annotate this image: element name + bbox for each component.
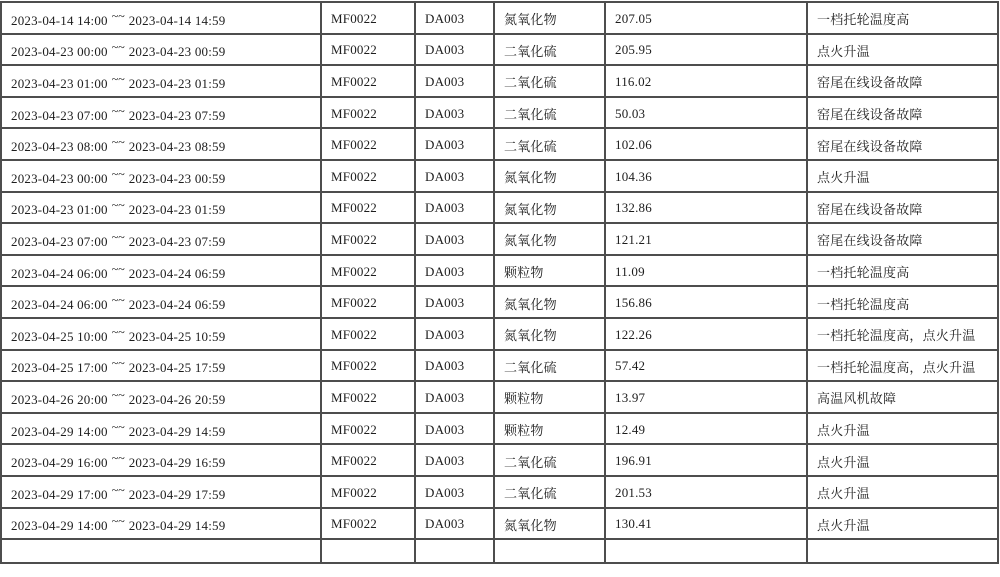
monitor-point-code-cell: MF0022 — [321, 255, 415, 287]
monitor-point-code-cell: MF0022 — [321, 160, 415, 192]
time-range-start: 2023-04-23 01:00 — [11, 75, 108, 91]
outlet-code-cell: DA003 — [415, 65, 494, 97]
time-range-start: 2023-04-29 14:00 — [11, 518, 108, 534]
time-range-cell — [1, 255, 321, 287]
time-range-start: 2023-04-29 14:00 — [11, 423, 108, 439]
time-range-start: 2023-04-29 17:00 — [11, 486, 108, 502]
tilde-separator: ~~ — [111, 40, 125, 55]
monitor-point-code-cell: MF0022 — [321, 2, 415, 34]
time-range-start: 2023-04-25 17:00 — [11, 360, 108, 376]
time-range-cell — [1, 65, 321, 97]
exception-reason-cell: 一档托轮温度高，点火升温 — [807, 350, 998, 382]
time-range-start: 2023-04-23 00:00 — [11, 170, 108, 186]
tilde-separator: ~~ — [111, 198, 125, 213]
time-range-cell — [1, 381, 321, 413]
concentration-value-cell: 50.03 — [605, 97, 807, 129]
concentration-value-cell: 132.86 — [605, 192, 807, 224]
outlet-code-cell: DA003 — [415, 192, 494, 224]
tilde-separator: ~~ — [111, 135, 125, 150]
time-range-end: 2023-04-23 00:59 — [128, 44, 226, 60]
time-range-start: 2023-04-23 08:00 — [11, 139, 108, 155]
table-row — [1, 508, 998, 540]
time-range-cell — [1, 318, 321, 350]
table-row — [1, 318, 998, 350]
pollutant-name-cell: 氮氧化物 — [494, 508, 605, 540]
time-range-cell — [1, 223, 321, 255]
table-row — [1, 65, 998, 97]
tilde-separator: ~~ — [111, 8, 125, 23]
outlet-code-cell: DA003 — [415, 34, 494, 66]
table-row — [1, 286, 998, 318]
tilde-separator: ~~ — [111, 71, 125, 86]
time-range-start: 2023-04-26 20:00 — [11, 391, 108, 407]
time-range-cell — [1, 34, 321, 66]
concentration-value-cell: 121.21 — [605, 223, 807, 255]
outlet-code-cell: DA003 — [415, 508, 494, 540]
outlet-code-cell: DA003 — [415, 286, 494, 318]
exception-reason-cell: 一档托轮温度高 — [807, 255, 998, 287]
monitor-point-code-cell: MF0022 — [321, 192, 415, 224]
time-range-end: 2023-04-25 17:59 — [128, 360, 226, 376]
tilde-separator: ~~ — [111, 261, 125, 276]
concentration-value-cell: 116.02 — [605, 65, 807, 97]
tilde-separator: ~~ — [111, 482, 125, 497]
monitor-point-code-cell: MF0022 — [321, 223, 415, 255]
time-range-end: 2023-04-23 01:59 — [128, 75, 226, 91]
outlet-code-cell: DA003 — [415, 381, 494, 413]
tilde-separator: ~~ — [111, 103, 125, 118]
pollutant-name-cell: 颗粒物 — [494, 255, 605, 287]
time-range-start: 2023-04-24 06:00 — [11, 265, 108, 281]
concentration-value-cell: 57.42 — [605, 350, 807, 382]
table-row — [1, 128, 998, 160]
time-range-end: 2023-04-29 16:59 — [128, 455, 226, 471]
tilde-separator: ~~ — [111, 419, 125, 434]
monitor-point-code-cell: MF0022 — [321, 65, 415, 97]
time-range-end: 2023-04-14 14:59 — [128, 12, 226, 28]
concentration-value-cell: 205.95 — [605, 34, 807, 66]
outlet-code-cell: DA003 — [415, 444, 494, 476]
monitor-point-code-cell: MF0022 — [321, 286, 415, 318]
monitor-point-code-cell: MF0022 — [321, 318, 415, 350]
monitor-point-code-cell: MF0022 — [321, 350, 415, 382]
exception-reason-cell: 点火升温 — [807, 476, 998, 508]
table-body — [1, 2, 998, 563]
concentration-value-cell — [605, 539, 807, 563]
pollutant-name-cell: 二氧化硫 — [494, 97, 605, 129]
concentration-value-cell: 130.41 — [605, 508, 807, 540]
table-row — [1, 413, 998, 445]
pollutant-name-cell: 氮氧化物 — [494, 286, 605, 318]
tilde-separator: ~~ — [111, 229, 125, 244]
time-range-cell — [1, 508, 321, 540]
outlet-code-cell — [415, 539, 494, 563]
pollutant-name-cell: 氮氧化物 — [494, 318, 605, 350]
exception-reason-cell: 点火升温 — [807, 413, 998, 445]
outlet-code-cell: DA003 — [415, 160, 494, 192]
exception-reason-cell: 点火升温 — [807, 444, 998, 476]
exception-reason-cell: 一档托轮温度高 — [807, 2, 998, 34]
outlet-code-cell: DA003 — [415, 413, 494, 445]
exceedance-record-table — [0, 1, 999, 564]
time-range-end: 2023-04-24 06:59 — [128, 297, 226, 313]
time-range-start: 2023-04-24 06:00 — [11, 297, 108, 313]
time-range-end: 2023-04-23 01:59 — [128, 202, 226, 218]
time-range-end: 2023-04-23 08:59 — [128, 139, 226, 155]
outlet-code-cell: DA003 — [415, 223, 494, 255]
time-range-cell — [1, 413, 321, 445]
table-row — [1, 2, 998, 34]
monitor-point-code-cell — [321, 539, 415, 563]
table-row — [1, 255, 998, 287]
monitor-point-code-cell: MF0022 — [321, 444, 415, 476]
time-range-cell — [1, 97, 321, 129]
concentration-value-cell: 201.53 — [605, 476, 807, 508]
pollutant-name-cell — [494, 539, 605, 563]
time-range-start: 2023-04-23 07:00 — [11, 233, 108, 249]
monitor-point-code-cell: MF0022 — [321, 97, 415, 129]
table-row — [1, 350, 998, 382]
time-range-cell — [1, 128, 321, 160]
time-range-start: 2023-04-29 16:00 — [11, 455, 108, 471]
tilde-separator: ~~ — [111, 451, 125, 466]
time-range-start: 2023-04-23 00:00 — [11, 44, 108, 60]
outlet-code-cell: DA003 — [415, 255, 494, 287]
outlet-code-cell: DA003 — [415, 128, 494, 160]
concentration-value-cell: 156.86 — [605, 286, 807, 318]
exception-reason-cell: 窑尾在线设备故障 — [807, 192, 998, 224]
time-range-end: 2023-04-29 17:59 — [128, 486, 226, 502]
tilde-separator: ~~ — [111, 387, 125, 402]
time-range-end: 2023-04-29 14:59 — [128, 518, 226, 534]
pollutant-name-cell: 二氧化硫 — [494, 476, 605, 508]
outlet-code-cell: DA003 — [415, 2, 494, 34]
outlet-code-cell: DA003 — [415, 476, 494, 508]
exception-reason-cell: 高温风机故障 — [807, 381, 998, 413]
time-range-cell — [1, 160, 321, 192]
monitor-point-code-cell: MF0022 — [321, 34, 415, 66]
concentration-value-cell: 122.26 — [605, 318, 807, 350]
tilde-separator: ~~ — [111, 293, 125, 308]
table-row — [1, 34, 998, 66]
time-range-end: 2023-04-29 14:59 — [128, 423, 226, 439]
time-range-cell — [1, 286, 321, 318]
pollutant-name-cell: 颗粒物 — [494, 381, 605, 413]
time-range-cell — [1, 2, 321, 34]
table-row — [1, 97, 998, 129]
exception-reason-cell: 点火升温 — [807, 160, 998, 192]
time-range-start: 2023-04-23 01:00 — [11, 202, 108, 218]
pollutant-name-cell: 氮氧化物 — [494, 223, 605, 255]
time-range-cell — [1, 192, 321, 224]
exception-reason-cell: 窑尾在线设备故障 — [807, 65, 998, 97]
tilde-separator: ~~ — [111, 324, 125, 339]
pollutant-name-cell: 二氧化硫 — [494, 34, 605, 66]
pollutant-name-cell: 氮氧化物 — [494, 160, 605, 192]
table-row — [1, 539, 998, 563]
tilde-separator: ~~ — [111, 166, 125, 181]
time-range-end: 2023-04-24 06:59 — [128, 265, 226, 281]
outlet-code-cell: DA003 — [415, 350, 494, 382]
concentration-value-cell: 11.09 — [605, 255, 807, 287]
exception-reason-cell: 窑尾在线设备故障 — [807, 223, 998, 255]
table-row — [1, 223, 998, 255]
time-range-start: 2023-04-14 14:00 — [11, 12, 108, 28]
pollutant-name-cell: 颗粒物 — [494, 413, 605, 445]
time-range-cell — [1, 539, 321, 563]
table-row — [1, 444, 998, 476]
outlet-code-cell: DA003 — [415, 97, 494, 129]
time-range-end: 2023-04-26 20:59 — [128, 391, 226, 407]
exception-reason-cell: 一档托轮温度高，点火升温 — [807, 318, 998, 350]
time-range-cell — [1, 444, 321, 476]
pollutant-name-cell: 二氧化硫 — [494, 65, 605, 97]
tilde-separator: ~~ — [111, 356, 125, 371]
monitor-point-code-cell: MF0022 — [321, 381, 415, 413]
monitor-point-code-cell: MF0022 — [321, 476, 415, 508]
concentration-value-cell: 13.97 — [605, 381, 807, 413]
table-row — [1, 476, 998, 508]
exception-reason-cell — [807, 539, 998, 563]
time-range-end: 2023-04-23 07:59 — [128, 233, 226, 249]
concentration-value-cell: 102.06 — [605, 128, 807, 160]
monitor-point-code-cell: MF0022 — [321, 128, 415, 160]
exception-reason-cell: 窑尾在线设备故障 — [807, 128, 998, 160]
time-range-end: 2023-04-23 07:59 — [128, 107, 226, 123]
pollutant-name-cell: 二氧化硫 — [494, 350, 605, 382]
exception-reason-cell: 点火升温 — [807, 508, 998, 540]
tilde-separator: ~~ — [111, 514, 125, 529]
table-row — [1, 160, 998, 192]
pollutant-name-cell: 氮氧化物 — [494, 2, 605, 34]
table-row — [1, 381, 998, 413]
monitor-point-code-cell: MF0022 — [321, 413, 415, 445]
concentration-value-cell: 196.91 — [605, 444, 807, 476]
monitor-point-code-cell: MF0022 — [321, 508, 415, 540]
outlet-code-cell: DA003 — [415, 318, 494, 350]
time-range-cell — [1, 476, 321, 508]
concentration-value-cell: 207.05 — [605, 2, 807, 34]
time-range-cell — [1, 350, 321, 382]
table-row — [1, 192, 998, 224]
concentration-value-cell: 12.49 — [605, 413, 807, 445]
pollutant-name-cell: 二氧化硫 — [494, 444, 605, 476]
concentration-value-cell: 104.36 — [605, 160, 807, 192]
time-range-end: 2023-04-25 10:59 — [128, 328, 226, 344]
exception-reason-cell: 点火升温 — [807, 34, 998, 66]
exception-reason-cell: 一档托轮温度高 — [807, 286, 998, 318]
time-range-start: 2023-04-23 07:00 — [11, 107, 108, 123]
pollutant-name-cell: 氮氧化物 — [494, 192, 605, 224]
pollutant-name-cell: 二氧化硫 — [494, 128, 605, 160]
time-range-start: 2023-04-25 10:00 — [11, 328, 108, 344]
time-range-end: 2023-04-23 00:59 — [128, 170, 226, 186]
exception-reason-cell: 窑尾在线设备故障 — [807, 97, 998, 129]
